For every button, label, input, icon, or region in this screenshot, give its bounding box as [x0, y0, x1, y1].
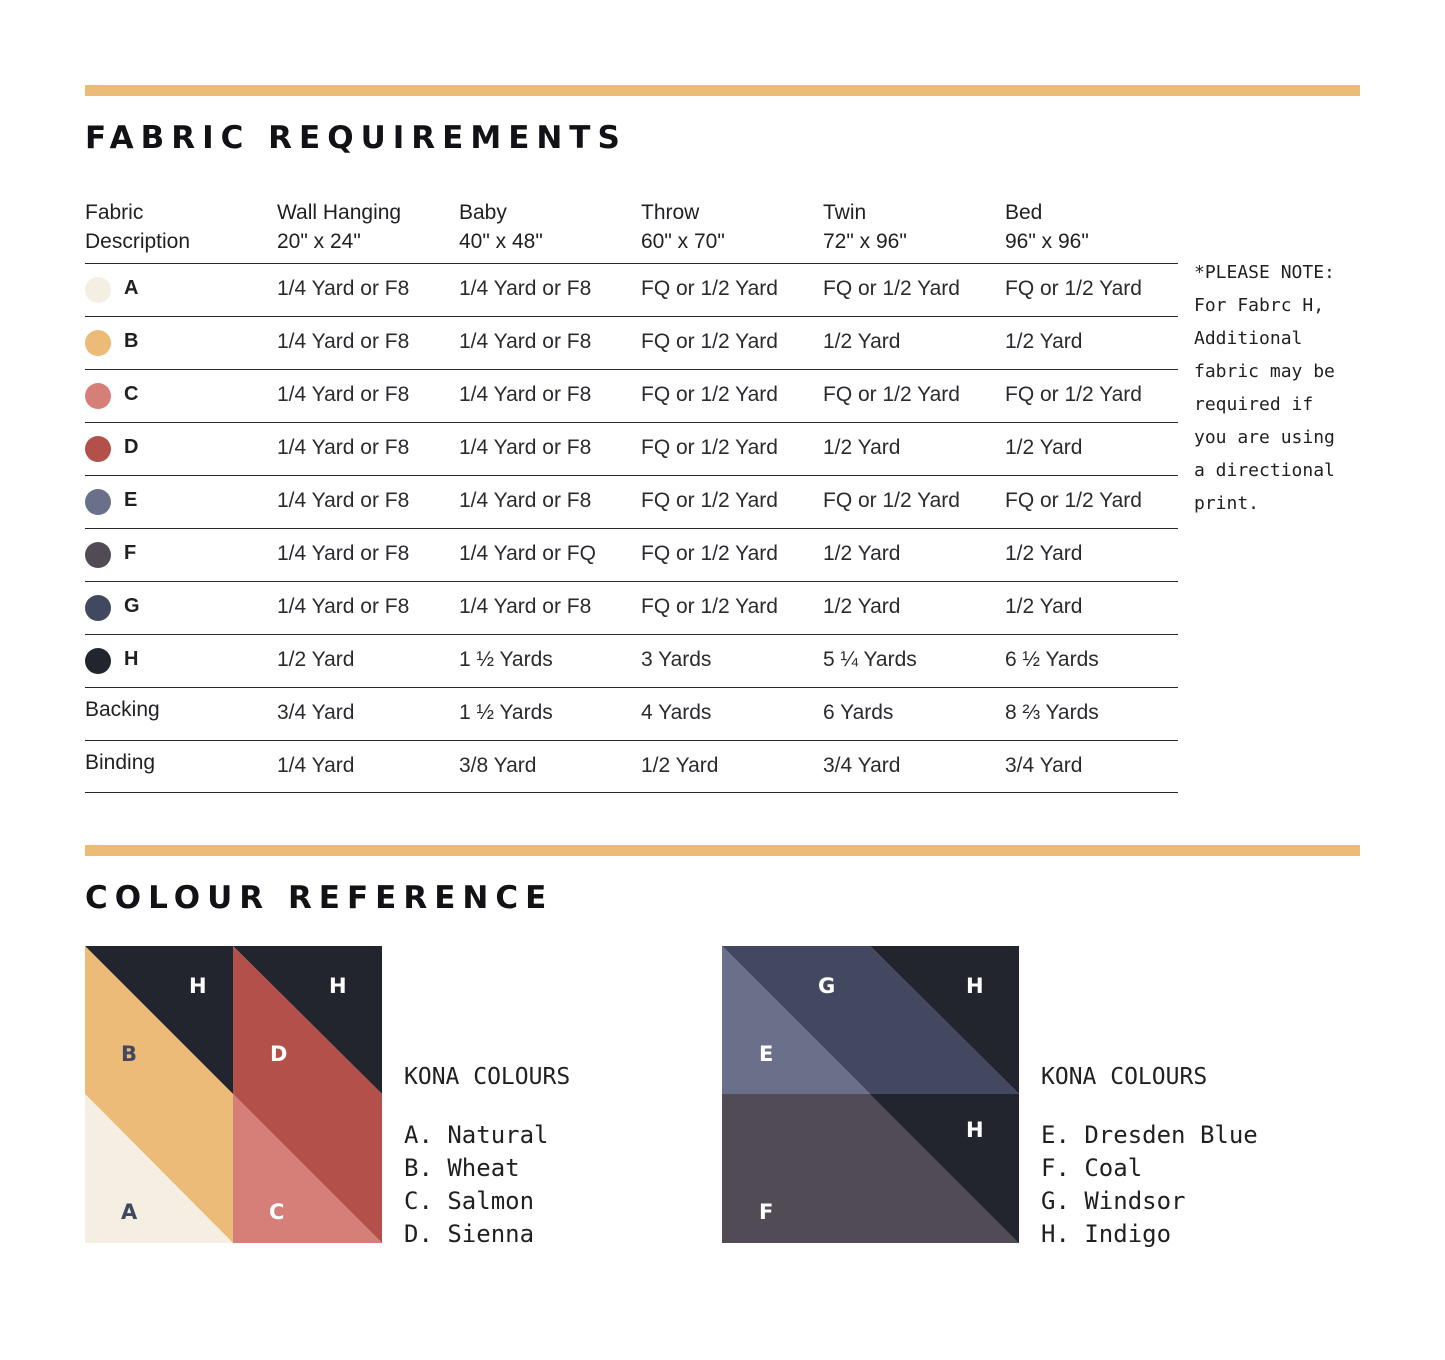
table-cell: 3/4 Yard	[823, 754, 901, 777]
row-label: Backing	[85, 698, 160, 721]
table-cell: 3 Yards	[641, 648, 712, 671]
table-cell: 1/4 Yard or F8	[277, 542, 410, 565]
kona-item: C. Salmon	[404, 1187, 535, 1215]
table-cell: 1/2 Yard	[823, 436, 901, 459]
note-line: For Fabrc H,	[1194, 295, 1325, 316]
table-row	[85, 581, 1178, 634]
table-cell: 1/4 Yard	[277, 754, 355, 777]
note-line: Additional	[1194, 328, 1303, 349]
column-header-twin	[823, 198, 907, 256]
kona-title: KONA COLOURS	[1041, 1064, 1208, 1090]
block-label: F	[759, 1200, 774, 1224]
fabric-swatch-dot	[85, 489, 111, 515]
row-label: Binding	[85, 751, 156, 774]
table-cell: 1/4 Yard or F8	[277, 595, 410, 618]
note-line: fabric may be	[1194, 361, 1335, 382]
column-header-name: Throw	[641, 201, 700, 224]
block-label: B	[121, 1042, 138, 1066]
table-cell: 1/4 Yard or F8	[277, 330, 410, 353]
directional-print-note	[1194, 256, 1364, 520]
fabric-letter: H	[124, 648, 139, 670]
column-header-baby	[459, 198, 543, 256]
table-cell: FQ or 1/2 Yard	[823, 383, 960, 406]
table-cell: 5 ¼ Yards	[823, 648, 917, 671]
table-cell: FQ or 1/2 Yard	[1005, 383, 1142, 406]
block-label: D	[270, 1042, 288, 1066]
table-cell: 3/4 Yard	[277, 701, 355, 724]
table-row	[85, 528, 1178, 581]
block-label: G	[818, 974, 836, 998]
table-cell: 6 Yards	[823, 701, 894, 724]
table-cell: 1/2 Yard	[1005, 330, 1083, 353]
quilt-block-cool	[722, 946, 1019, 1243]
table-cell: 1/4 Yard or F8	[459, 330, 592, 353]
table-row	[85, 316, 1178, 369]
column-header-size: 20" x 24"	[277, 230, 361, 253]
note-line: you are using	[1194, 427, 1335, 448]
table-cell: 8 ⅔ Yards	[1005, 701, 1099, 724]
table-cell: 1/4 Yard or F8	[459, 489, 592, 512]
column-header-throw	[641, 198, 725, 256]
table-cell: 1/4 Yard or FQ	[459, 542, 596, 565]
table-cell: 1/2 Yard	[1005, 436, 1083, 459]
table-cell: 1/2 Yard	[823, 330, 901, 353]
kona-item: D. Sienna	[404, 1220, 535, 1248]
table-cell: 6 ½ Yards	[1005, 648, 1099, 671]
table-cell: 1/2 Yard	[823, 595, 901, 618]
column-header-bed	[1005, 198, 1089, 256]
fabric-letter: A	[124, 277, 139, 299]
table-row	[85, 475, 1178, 528]
table-row	[85, 634, 1178, 687]
kona-item: F. Coal	[1041, 1154, 1143, 1182]
kona-item: A. Natural	[404, 1121, 549, 1149]
table-cell: FQ or 1/2 Yard	[641, 489, 778, 512]
middle-accent-rule	[85, 845, 1360, 856]
table-cell: 3/8 Yard	[459, 754, 537, 777]
column-header-name: Wall Hanging	[277, 201, 402, 224]
column-header-name: Twin	[823, 201, 867, 224]
column-header-name: Baby	[459, 201, 507, 224]
column-header-size: 40" x 48"	[459, 230, 543, 253]
table-cell: 1/2 Yard	[1005, 595, 1083, 618]
fabric-letter: C	[124, 383, 139, 405]
fabric-swatch-dot	[85, 648, 111, 674]
column-header-name: Bed	[1005, 201, 1043, 224]
block-label: H	[966, 974, 984, 998]
column-header-size: 60" x 70"	[641, 230, 725, 253]
fabric-swatch-dot	[85, 595, 111, 621]
column-header-fabric	[85, 198, 190, 256]
block-label: C	[269, 1200, 285, 1224]
table-cell: 4 Yards	[641, 701, 712, 724]
table-cell: FQ or 1/2 Yard	[823, 489, 960, 512]
kona-item: B. Wheat	[404, 1154, 520, 1182]
table-cell: 1 ½ Yards	[459, 648, 553, 671]
note-line: *PLEASE NOTE:	[1194, 262, 1335, 283]
kona-item: H. Indigo	[1041, 1220, 1172, 1248]
table-cell: 1/4 Yard or F8	[277, 383, 410, 406]
kona-item: G. Windsor	[1041, 1187, 1186, 1215]
table-cell: FQ or 1/2 Yard	[823, 277, 960, 300]
note-line: print.	[1194, 493, 1260, 514]
fabric-swatch-dot	[85, 277, 111, 303]
table-cell: 1 ½ Yards	[459, 701, 553, 724]
column-header-wall-hanging	[277, 198, 401, 256]
table-cell: 3/4 Yard	[1005, 754, 1083, 777]
note-line: a directional	[1194, 460, 1335, 481]
table-cell: 1/4 Yard or F8	[459, 436, 592, 459]
table-cell: 1/2 Yard	[277, 648, 355, 671]
table-cell: FQ or 1/2 Yard	[641, 542, 778, 565]
table-cell: 1/4 Yard or F8	[277, 436, 410, 459]
table-cell: FQ or 1/2 Yard	[1005, 489, 1142, 512]
table-cell: 1/4 Yard or F8	[459, 595, 592, 618]
table-cell: FQ or 1/2 Yard	[641, 277, 778, 300]
table-row	[85, 740, 1178, 793]
block-label: E	[759, 1042, 774, 1066]
table-cell: 1/4 Yard or F8	[277, 489, 410, 512]
block-label: H	[189, 974, 207, 998]
colour-reference-title: COLOUR REFERENCE	[85, 880, 554, 916]
column-header-size: 96" x 96"	[1005, 230, 1089, 253]
fabric-requirements-title: FABRIC REQUIREMENTS	[85, 120, 627, 156]
table-cell: 1/4 Yard or F8	[459, 277, 592, 300]
fabric-letter: B	[124, 330, 139, 352]
table-cell: 1/4 Yard or F8	[277, 277, 410, 300]
table-cell: FQ or 1/2 Yard	[641, 595, 778, 618]
fabric-swatch-dot	[85, 330, 111, 356]
table-row	[85, 263, 1178, 316]
table-cell: 1/4 Yard or F8	[459, 383, 592, 406]
table-row	[85, 369, 1178, 422]
note-line: required if	[1194, 394, 1314, 415]
quilt-block-warm	[85, 946, 382, 1243]
table-row	[85, 687, 1178, 740]
block-label: A	[121, 1200, 138, 1224]
table-cell: 1/2 Yard	[641, 754, 719, 777]
table-row	[85, 422, 1178, 475]
fabric-swatch-dot	[85, 542, 111, 568]
kona-item: E. Dresden Blue	[1041, 1121, 1258, 1149]
column-header-size: Description	[85, 230, 191, 253]
table-cell: FQ or 1/2 Yard	[641, 330, 778, 353]
top-accent-rule	[85, 85, 1360, 96]
block-label: H	[966, 1118, 984, 1142]
table-cell: 1/2 Yard	[1005, 542, 1083, 565]
fabric-letter: F	[124, 542, 137, 564]
fabric-letter: G	[124, 595, 140, 617]
fabric-swatch-dot	[85, 383, 111, 409]
fabric-letter: D	[124, 436, 139, 458]
table-cell: FQ or 1/2 Yard	[641, 383, 778, 406]
table-cell: 1/2 Yard	[823, 542, 901, 565]
column-header-size: 72" x 96"	[823, 230, 907, 253]
kona-title: KONA COLOURS	[404, 1064, 571, 1090]
column-header-name: Fabric	[85, 201, 144, 224]
fabric-letter: E	[124, 489, 138, 511]
table-cell: FQ or 1/2 Yard	[1005, 277, 1142, 300]
block-label: H	[329, 974, 347, 998]
table-cell: FQ or 1/2 Yard	[641, 436, 778, 459]
fabric-swatch-dot	[85, 436, 111, 462]
